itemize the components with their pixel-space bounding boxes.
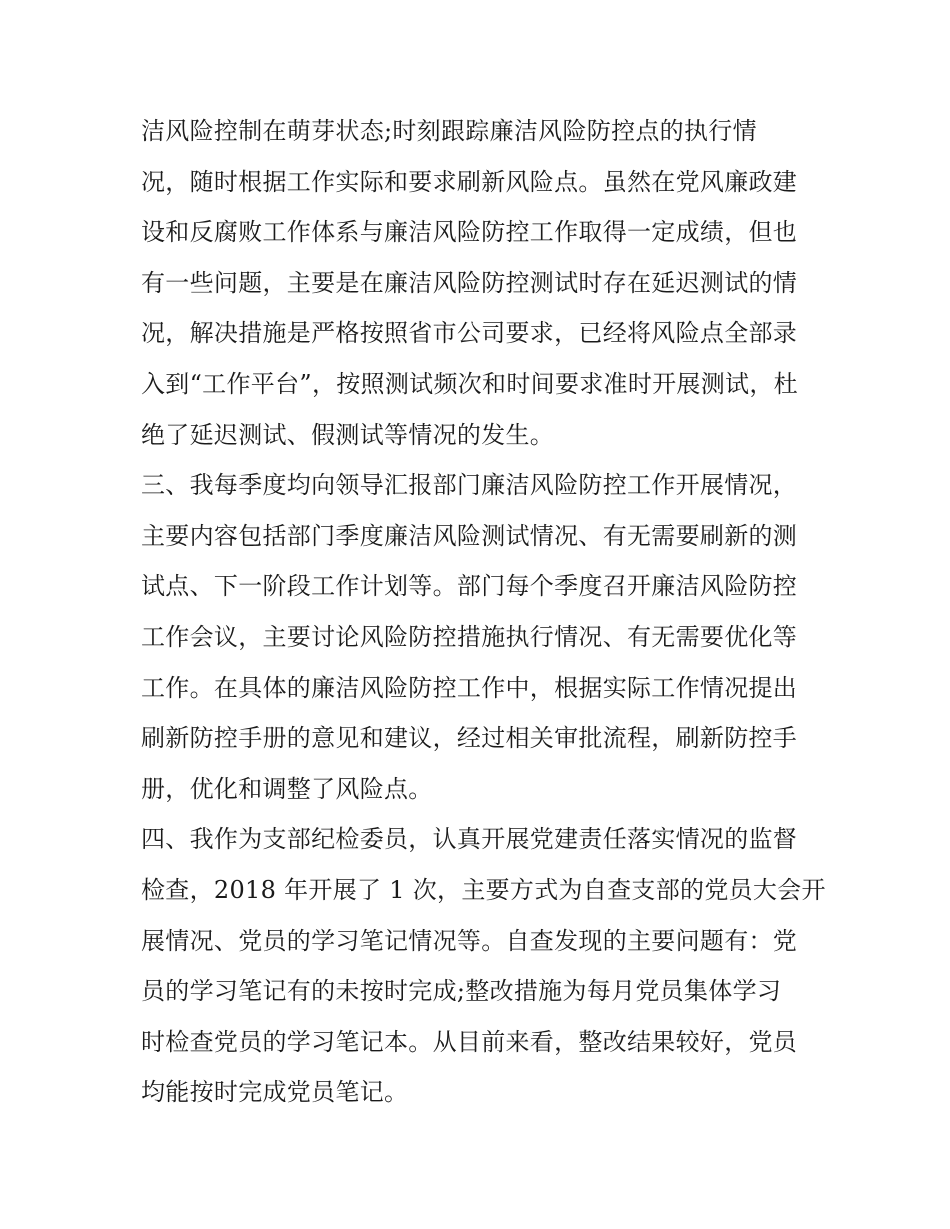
text-line: 工作会议，主要讨论风险防控措施执行情况、有无需要优化等: [141, 622, 798, 651]
text-line: 展情况、党员的学习笔记情况等。自查发现的主要问题有：党: [141, 926, 798, 955]
text-line: 工作。在具体的廉洁风险防控工作中，根据实际工作情况提出: [141, 673, 798, 702]
text-line: 员的学习笔记有的未按时完成;整改措施为每月党员集体学习: [141, 977, 782, 1006]
text-line: 洁风险控制在萌芽状态;时刻跟踪廉洁风险防控点的执行情: [141, 117, 757, 145]
text-line: 绝了延迟测试、假测试等情况的发生。: [141, 420, 555, 449]
section-three-first-line: 三、我每季度均向领导汇报部门廉洁风险防控工作开展情况，: [141, 471, 798, 500]
section-four-first-line: 四、我作为支部纪检委员，认真开展党建责任落实情况的监督: [141, 825, 798, 854]
body-text: [141, 106, 831, 1118]
text-line: 有一些问题，主要是在廉洁风险防控测试时存在延迟测试的情: [141, 268, 798, 297]
text-line: 况，随时根据工作实际和要求刷新风险点。虽然在党风廉政建: [141, 167, 798, 196]
text-line: 试点、下一阶段工作计划等。部门每个季度召开廉洁风险防控: [141, 572, 798, 601]
text-line: 时检查党员的学习笔记本。从目前来看，整改结果较好，党员: [141, 1027, 798, 1056]
text-line: 均能按时完成党员笔记。: [141, 1078, 409, 1107]
text-line: 检查，2018 年开展了 1 次，主要方式为自查支部的党员大会开: [141, 875, 826, 904]
text-line: 入到“工作平台”，按照测试频次和时间要求准时开展测试，杜: [141, 369, 798, 398]
text-line: 况，解决措施是严格按照省市公司要求，已经将风险点全部录: [141, 319, 798, 348]
text-line: 册，优化和调整了风险点。: [141, 774, 433, 803]
text-line: 刷新防控手册的意见和建议，经过相关审批流程，刷新防控手: [141, 724, 798, 753]
text-line: 设和反腐败工作体系与廉洁风险防控工作取得一定成绩，但也: [141, 218, 798, 247]
text-line: 主要内容包括部门季度廉洁风险测试情况、有无需要刷新的测: [141, 521, 798, 550]
